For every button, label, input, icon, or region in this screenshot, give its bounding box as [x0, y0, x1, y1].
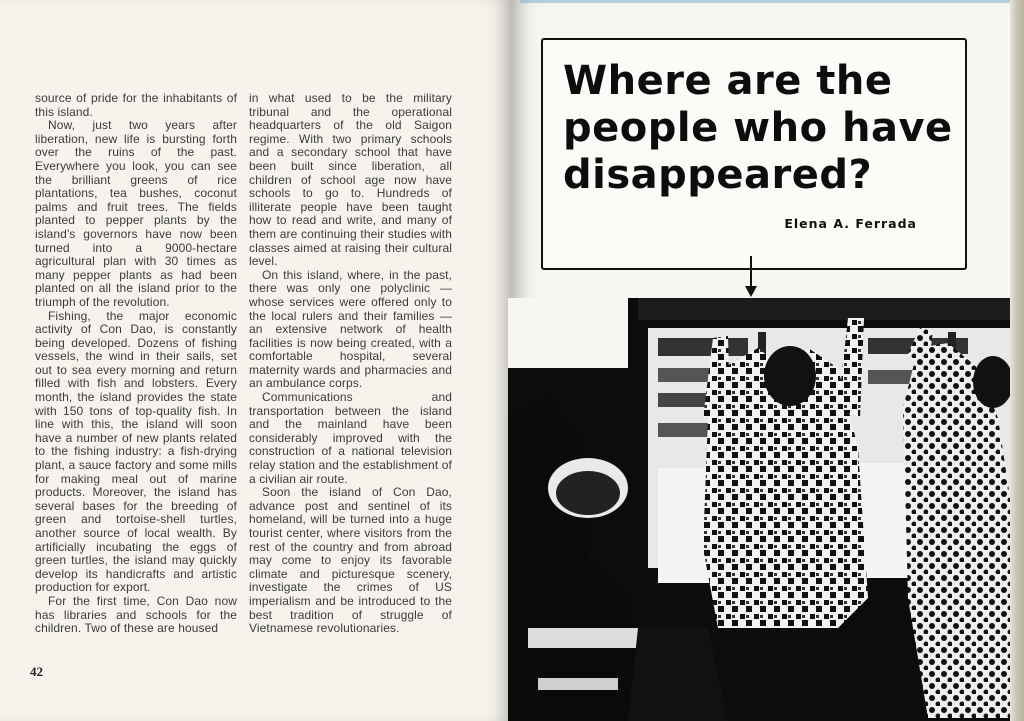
paragraph: Soon the island of Con Dao, advance post and sentinel of its homeland, will be turned into a huge tourist center, where visitors from the rest of the country and from abroad may come to enjoy its favorable climate and picturesque scenery, investigate the crimes of US imperialism and be introduced to the best tradition of struggle of Vietnamese revolutionaries. [249, 485, 452, 636]
paragraph: Fishing, the major economic activity of Con Dao, is constantly being developed. Dozens of fishing vessels, the wind in their sails, set out to sea every morning and return filled with fish and lobsters. Every month, the island provides the state with 150 tons of top-quality fish. In line with this, the island will soon have a number of new plants related to the fishing industry: a fish-drying plant, a sauce factory and some mills for making meal out of marine products. Moreover, the island has several bases for the breeding of green and tortoise-shell turtles, another source of local wealth. By artificially incubating the eggs of green turtles, the island may quickly develop its handicrafts and artistic production for export. [35, 308, 237, 595]
article-headline: Where are the people who have disappeared? [563, 58, 953, 198]
paragraph: source of pride for the inhabitants of this island. [35, 91, 237, 119]
page-top-strip [520, 0, 1010, 3]
text-column-2 [249, 92, 452, 636]
headline-box [541, 38, 967, 270]
page-edge [1010, 0, 1024, 721]
paragraph: On this island, where, in the past, there was only one polyclinic — whose services were offered only to the local rulers and their families — an extensive network of health facilities is now being created, with a comfortable hospital, several maternity wards and pharmacies and an ambulance corps. [249, 267, 452, 391]
paragraph: For the first time, Con Dao now has libraries and schools for the children. Two of these are housed [35, 593, 237, 636]
page-number: 42 [30, 664, 43, 679]
paragraph: Now, just two years after liberation, new life is bursting forth over the ruins of the past. Everywhere you look, you can see the brilliant greens of rice plantations, tea bushes, coconut palms and fruit trees. The fields planted to pepper plants by the island's governors have now been turned into a 9000-hectare agricultural plan with 30 times as many pepper plants as had been planted on all the island prior to the triumph of the revolution. [35, 118, 237, 309]
down-arrow-icon [736, 256, 766, 298]
text-column-1 [35, 92, 237, 636]
paragraph: in what used to be the military tribunal and the operational headquarters of the old Saigon regime. With two primary schools and a secondary school that have been built since liberation, all children of school age now have schools to go to. Hundreds of illiterate people have been taught how to read and write, and many of them are continuing their studies with classes aimed at raising their cultural level. [249, 91, 452, 269]
prisoners-photo [508, 298, 1010, 721]
paragraph: Communications and transportation between the island and the mainland have been considerably improved with the construction of a national television relay station and the establishment of a civilian air route. [249, 390, 452, 486]
article-author: Elena A. Ferrada [784, 216, 917, 231]
